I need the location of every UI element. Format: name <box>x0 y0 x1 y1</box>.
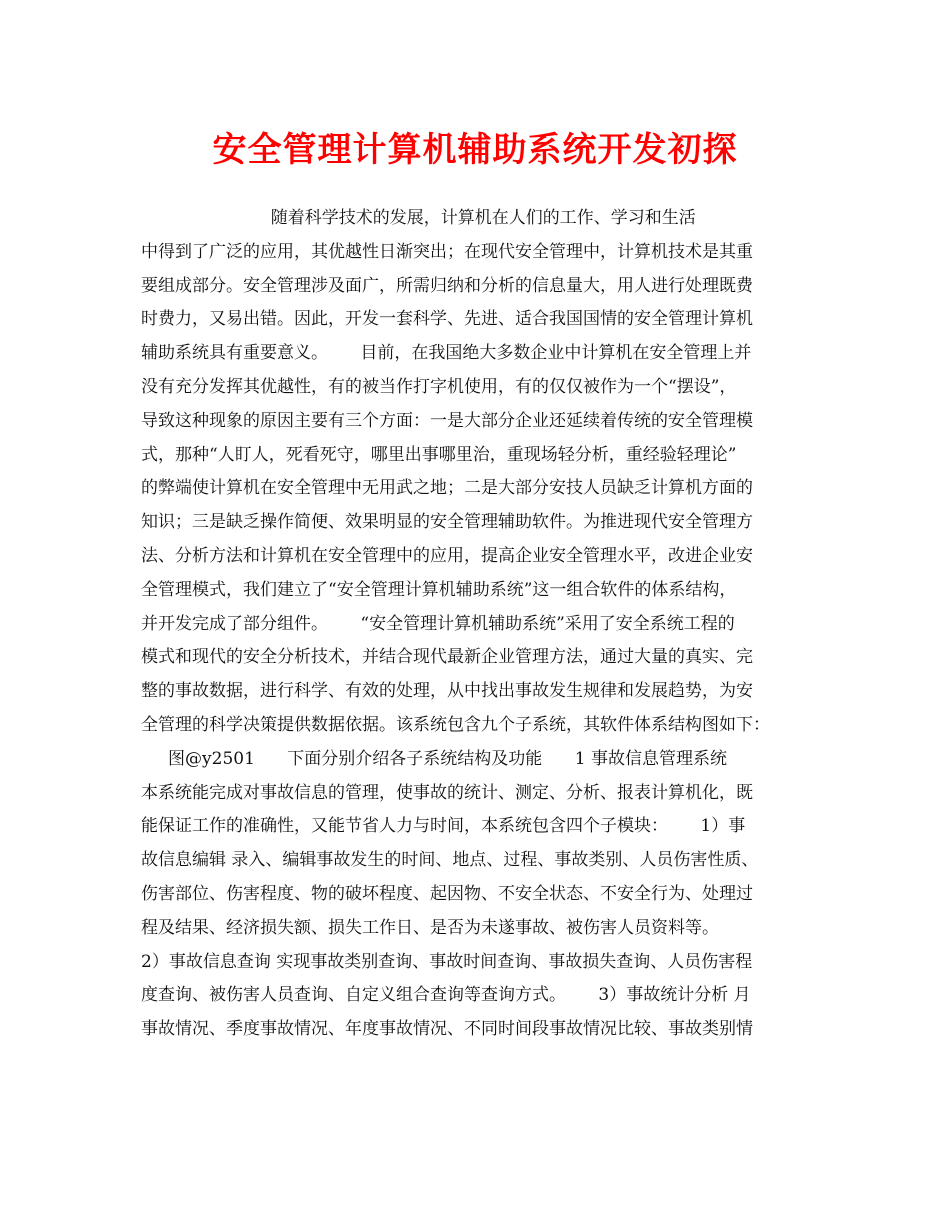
body-line: 能保证工作的准确性，又能节省人力与时间，本系统包含四个子模块： 1）事 <box>141 816 746 837</box>
body-line: 本系统能完成对事故信息的管理，使事故的统计、测定、分析、报表计算机化，既 <box>141 782 753 803</box>
body-line: 导致这种现象的原因主要有三个方面：一是大部分企业还延续着传统的安全管理模 <box>141 410 753 431</box>
body-line: 故信息编辑 录入、编辑事故发生的时间、地点、过程、事故类别、人员伤害性质、 <box>141 850 759 871</box>
body-line: 并开发完成了部分组件。 “安全管理计算机辅助系统”采用了安全系统工程的 <box>141 613 735 634</box>
body-line: 辅助系统具有重要意义。 目前，在我国绝大多数企业中计算机在安全管理上并 <box>141 343 752 364</box>
body-line: 法、分析方法和计算机在安全管理中的应用，提高企业安全管理水平，改进企业安 <box>141 545 753 566</box>
body-line: 知识；三是缺乏操作简便、效果明显的安全管理辅助软件。为推进现代安全管理方 <box>141 512 753 533</box>
body-line: 全管理的科学决策提供数据依据。该系统包含九个子系统，其软件体系结构图如下： <box>141 714 770 735</box>
body-line: 伤害部位、伤害程度、物的破坏程度、起因物、不安全状态、不安全行为、处理过 <box>141 883 753 904</box>
body-line: 程及结果、经济损失额、损失工作日、是否为未遂事故、被伤害人员资料等。 <box>141 917 719 938</box>
body-line: 图@y2501 下面分别介绍各子系统结构及功能 1 事故信息管理系统 <box>141 748 727 769</box>
body-line: 时费力，又易出错。因此，开发一套科学、先进、适合我国国情的安全管理计算机 <box>141 309 753 330</box>
body-line: 全管理模式，我们建立了“安全管理计算机辅助系统”这一组合软件的体系结构， <box>141 579 737 600</box>
body-line: 模式和现代的安全分析技术，并结合现代最新企业管理方法，通过大量的真实、完 <box>141 647 753 668</box>
body-line: 要组成部分。安全管理涉及面广，所需归纳和分析的信息量大，用人进行处理既费 <box>141 275 753 296</box>
body-line: 的弊端使计算机在安全管理中无用武之地；二是大部分安技人员缺乏计算机方面的 <box>141 478 753 499</box>
body-line: 事故情况、季度事故情况、年度事故情况、不同时间段事故情况比较、事故类别情 <box>141 1019 753 1040</box>
document-title: 安全管理计算机辅助系统开发初探 <box>212 130 738 170</box>
body-line: 没有充分发挥其优越性，有的被当作打字机使用，有的仅仅被作为一个“摆设”， <box>141 376 737 397</box>
body-line: 式，那种“人盯人，死看死守，哪里出事哪里治，重现场轻分析，重经验轻理论” <box>141 444 737 465</box>
body-line: 2）事故信息查询 实现事故类别查询、事故时间查询、事故损失查询、人员伤害程 <box>141 951 753 972</box>
body-line: 整的事故数据，进行科学、有效的处理，从中找出事故发生规律和发展趋势，为安 <box>141 681 753 702</box>
body-line: 随着科学技术的发展，计算机在人们的工作、学习和生活 <box>141 208 696 228</box>
body-line: 度查询、被伤害人员查询、自定义组合查询等查询方式。 3）事故统计分析 月 <box>141 985 751 1006</box>
body-line: 中得到了广泛的应用，其优越性日渐突出；在现代安全管理中，计算机技术是其重 <box>141 241 753 262</box>
document-body <box>141 202 821 1047</box>
